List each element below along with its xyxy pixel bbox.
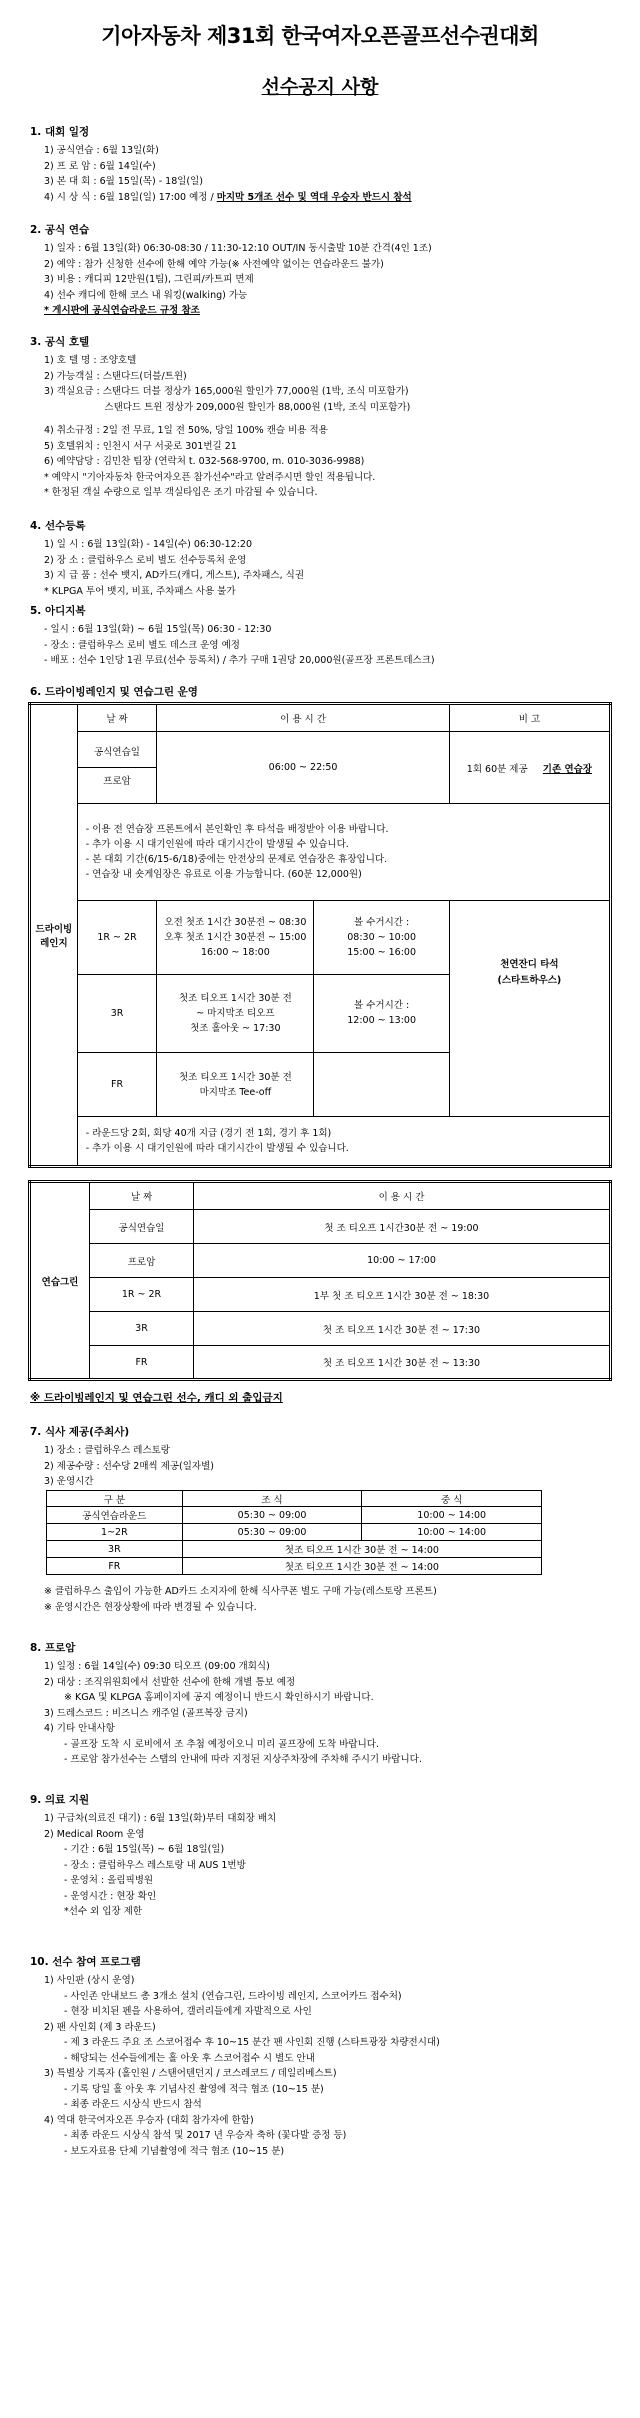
section-title: 8. 프로암	[30, 1642, 76, 1654]
yardage-line: - 배포 : 선수 1인당 1권 무료(선수 등록처) / 추가 구매 1권당 20,000원(골프장 프론트데스크)	[44, 655, 435, 666]
practice-note: * 게시판에 공식연습라운드 규정 참조	[44, 305, 200, 316]
schedule-line: 2) 프 로 암 : 6월 14일(수)	[44, 160, 156, 172]
section-meal	[30, 1424, 620, 1490]
green-day: FR	[90, 1346, 194, 1380]
col-header-time: 이 용 시 간	[194, 1182, 611, 1210]
range-time-fr: 첫조 티오프 1시간 30분 전 마지막조 Tee-off	[157, 1052, 314, 1116]
section-title: 6. 드라이빙레인지 및 연습그린 운영	[30, 686, 198, 698]
range-day-official: 공식연습일 프로암	[77, 732, 157, 803]
program-line: 2) 팬 사인회 (제 3 라운드)	[44, 2021, 156, 2033]
range-side-label: 드라이빙 레인지	[30, 704, 78, 1167]
yardage-line: - 장소 : 클럽하우스 로비 별도 데스크 운영 예정	[44, 639, 240, 651]
hotel-line: 1) 호 텔 명 : 조양호텔	[44, 355, 137, 366]
meal-note: ※ 클럽하우스 출입이 가능한 AD카드 소지자에 한해 식사쿠폰 별도 구매 가능(레스토랑 프론트)	[44, 1586, 437, 1597]
registration-line: 1) 일 시 : 6월 13일(화) - 14일(수) 06:30-12:20	[44, 539, 253, 550]
hotel-line: 2) 가능객실 : 스탠다드(더블/트윈)	[44, 370, 187, 382]
green-time: 첫 조 티오프 1시간30분 전 ~ 19:00	[194, 1210, 611, 1244]
medical-line: 1) 구급차(의료진 대기) : 6월 13일(화)부터 대회장 배치	[44, 1813, 277, 1824]
section-title: 7. 식사 제공(주최사)	[30, 1426, 130, 1438]
section-title: 10. 선수 참여 프로그램	[30, 1956, 141, 1968]
medical-line: *선수 외 입장 제한	[64, 1906, 143, 1917]
program-line: 1) 사인판 (상시 운영)	[44, 1975, 135, 1986]
meal-cell: 첫조 티오프 1시간 30분 전 ~ 14:00	[182, 1558, 541, 1575]
hotel-line: 스탠다드 트윈 정상가 209,000원 할인가 88,000원 (1박, 조식 미포함가)	[44, 401, 411, 413]
range-time-official: 06:00 ~ 22:50	[157, 732, 449, 803]
section-hotel	[30, 334, 620, 501]
hotel-line: 6) 예약담당 : 김민찬 팀장 (연락처 t. 032-568-9700, m. 010-3036-9988)	[44, 456, 365, 467]
green-table	[28, 1180, 612, 1381]
program-line: 3) 특별상 기록자 (홀인원 / 스탠어텐던지 / 코스레코드 / 데일리베스트)	[44, 2068, 337, 2079]
program-line: 4) 역대 한국여자오픈 우승자 (대회 참가자에 한함)	[44, 2114, 254, 2126]
col-header-day: 날 짜	[77, 704, 157, 732]
green-time: 1부 첫 조 티오프 1시간 30분 전 ~ 18:30	[194, 1278, 611, 1312]
green-time: 첫 조 티오프 1시간 30분 전 ~ 13:30	[194, 1346, 611, 1380]
col-header-day: 날 짜	[90, 1182, 194, 1210]
section-programs	[30, 1954, 620, 2159]
page-subtitle: 선수공지 사항	[261, 76, 379, 98]
meal-cell: 첫조 티오프 1시간 30분 전 ~ 14:00	[182, 1541, 541, 1558]
proam-line: - 골프장 도착 시 로비에서 조 추첨 예정이오니 미리 골프장에 도착 바랍니다.	[64, 1738, 379, 1750]
section-registration	[30, 518, 620, 599]
section-yardage	[30, 603, 620, 669]
schedule-line: 1) 공식연습 : 6월 13일(화)	[44, 145, 159, 156]
section-practice	[30, 222, 620, 319]
green-day: 프로암	[90, 1244, 194, 1278]
range-notes: - 이용 전 연습장 프론트에서 본인확인 후 타석을 배정받아 이용 바랍니다. - 추가 이용 시 대기인원에 따라 대기시간이 발생될 수 있습니다. - 본 대회 기간(6/15-6/18)중에는 안전상의 문제로 연습장은 휴장입니다. - 연습장 내 숏게임장은 유료로 이용 가능합니다. (60분 12,000원)	[77, 803, 610, 900]
col-header-note: 비 고	[449, 704, 610, 732]
natural-grass-label: 천연잔디 타석 (스타트하우스)	[449, 901, 610, 1117]
section-title: 9. 의료 지원	[30, 1794, 90, 1806]
range-time-r3: 첫조 티오프 1시간 30분 전 ~ 마지막조 티오프 첫조 홀아웃 ~ 17:30	[157, 974, 314, 1052]
hotel-line: 4) 취소규정 : 2일 전 무료, 1일 전 50%, 당일 100% 캔슬 비용 적용	[44, 425, 328, 436]
range-table	[28, 702, 612, 1168]
meal-cell: 05:30 ~ 09:00	[182, 1524, 362, 1541]
medical-line: - 운영시간 : 현장 확인	[64, 1890, 157, 1902]
green-time: 10:00 ~ 17:00	[194, 1244, 611, 1278]
medical-line: - 운영처 : 올림픽병원	[64, 1875, 154, 1886]
schedule-line: 3) 본 대 회 : 6월 15일(목) - 18일(일)	[44, 176, 203, 187]
meal-notes	[30, 1584, 620, 1615]
section-title: 4. 선수등록	[30, 520, 86, 532]
hotel-line: * 예약시 "기아자동차 한국여자오픈 참가선수"라고 알려주시면 할인 적용됩니다.	[44, 471, 376, 483]
existing-range-label: 기존 연습장	[542, 763, 592, 775]
program-line: - 해당되는 선수들에게는 홀 아웃 후 스코어접수 시 별도 안내	[64, 2052, 315, 2064]
access-warning: ※ 드라이빙레인지 및 연습그린 선수, 캐디 외 출입금지	[30, 1392, 283, 1404]
practice-line: 4) 선수 캐디에 한해 코스 내 워킹(walking) 가능	[44, 289, 248, 301]
range-ball-collect-r1r2: 볼 수거시간 : 08:30 ~ 10:00 15:00 ~ 16:00	[314, 901, 449, 975]
program-line: - 보도자료용 단체 기념촬영에 적극 협조 (10~15 분)	[64, 2145, 285, 2157]
program-line: - 기록 당일 홀 아웃 후 기념사진 촬영에 적극 협조 (10~15 분)	[64, 2083, 324, 2095]
medical-line: 2) Medical Room 운영	[44, 1828, 145, 1840]
meal-cell: 10:00 ~ 14:00	[362, 1507, 542, 1524]
range-day-fr: FR	[77, 1052, 157, 1116]
section-title: 1. 대회 일정	[30, 126, 90, 138]
schedule-line: 4) 시 상 식 : 6월 18일(일) 17:00 예정 / 마지막 5개조 선수 및 역대 우승자 반드시 참석	[44, 191, 412, 203]
range-note-official: 1회 60분 제공 기존 연습장	[449, 732, 610, 803]
proam-line: - 프로암 참가선수는 스탭의 안내에 따라 지정된 지상주차장에 주차해 주시기 바랍니다.	[64, 1754, 422, 1765]
range-notes-2: - 라운드당 2회, 회당 40개 지급 (경기 전 1회, 경기 후 1회) - 추가 이용 시 대기인원에 따라 대기시간이 발생될 수 있습니다.	[77, 1117, 610, 1167]
proam-line: 3) 드레스코드 : 비즈니스 캐주얼 (골프복장 금지)	[44, 1707, 248, 1719]
meal-header: 구 분	[47, 1491, 183, 1507]
section-title: 3. 공식 호텔	[30, 336, 90, 348]
meal-cell: 3R	[47, 1541, 183, 1558]
range-ball-collect-r3: 볼 수거시간 : 12:00 ~ 13:00	[314, 974, 449, 1052]
meal-cell: 1~2R	[47, 1524, 183, 1541]
section-proam	[30, 1640, 620, 1768]
proam-line: ※ KGA 및 KLPGA 홈페이지에 공지 예정이니 반드시 확인하시기 바랍니다.	[64, 1692, 374, 1703]
page-title: 기아자동차 제31회 한국여자오픈골프선수권대회	[101, 24, 539, 48]
meal-cell: 05:30 ~ 09:00	[182, 1507, 362, 1524]
meal-header: 중 식	[362, 1491, 542, 1507]
hotel-line: 5) 호텔위치 : 인천시 서구 서곶로 301번길 21	[44, 440, 237, 452]
registration-line: 2) 장 소 : 클럽하우스 로비 별도 선수등록처 운영	[44, 554, 247, 566]
section-range	[30, 684, 620, 703]
range-day-r3: 3R	[77, 974, 157, 1052]
meal-line: 1) 장소 : 클럽하우스 레스토랑	[44, 1445, 170, 1456]
meal-cell: FR	[47, 1558, 183, 1575]
meal-line: 2) 제공수량 : 선수당 2매씩 제공(일자별)	[44, 1460, 214, 1472]
practice-line: 3) 비용 : 캐디피 12만원(1팀), 그린피/카트피 면제	[44, 274, 254, 285]
green-day: 공식연습일	[90, 1210, 194, 1244]
practice-line: 1) 일자 : 6월 13일(화) 06:30-08:30 / 11:30-12:10 OUT/IN 동시출발 10분 간격(4인 1조)	[44, 243, 432, 254]
meal-header: 조 식	[182, 1491, 362, 1507]
section-medical	[30, 1792, 620, 1920]
green-time: 첫 조 티오프 1시간 30분 전 ~ 17:30	[194, 1312, 611, 1346]
proam-line: 2) 대상 : 조직위원회에서 선발한 선수에 한해 개별 통보 예정	[44, 1676, 296, 1688]
section-title: 2. 공식 연습	[30, 224, 90, 236]
meal-table	[46, 1490, 542, 1575]
registration-line: 3) 지 급 품 : 선수 뱃지, AD카드(캐디, 게스트), 주차패스, 식권	[44, 570, 304, 581]
green-side-label: 연습그린	[30, 1182, 90, 1380]
program-line: - 제 3 라운드 주요 조 스코어접수 후 10~15 분간 팬 사인회 진행 (스타트광장 차량전시대)	[64, 2037, 440, 2048]
meal-cell: 공식연습라운드	[47, 1507, 183, 1524]
medical-line: - 장소 : 클럽하우스 레스토랑 내 AUS 1번방	[64, 1859, 246, 1871]
program-line: - 최종 라운드 시상식 반드시 참석	[64, 2099, 202, 2110]
medical-line: - 기간 : 6월 15일(목) ~ 6월 18일(일)	[64, 1844, 225, 1855]
proam-line: 1) 일정 : 6월 14일(수) 09:30 티오프 (09:00 개회식)	[44, 1661, 270, 1672]
hotel-line: * 한정된 객실 수량으로 일부 객실타입은 조기 마감될 수 있습니다.	[44, 487, 318, 498]
yardage-line: - 일시 : 6월 13일(화) ~ 6월 15일(목) 06:30 - 12:30	[44, 624, 272, 635]
range-day-r1r2: 1R ~ 2R	[77, 901, 157, 975]
col-header-time: 이 용 시 간	[157, 704, 449, 732]
range-time-r1r2: 오전 첫조 1시간 30분전 ~ 08:30 오후 첫조 1시간 30분전 ~ 15:00 16:00 ~ 18:00	[157, 901, 314, 975]
registration-line: * KLPGA 투어 뱃지, 비표, 주차패스 사용 불가	[44, 585, 236, 597]
practice-line: 2) 예약 : 참가 신청한 선수에 한해 예약 가능(※ 사전예약 없이는 연습라운드 불가)	[44, 258, 384, 270]
hotel-line: 3) 객실요금 : 스탠다드 더블 정상가 165,000원 할인가 77,000원 (1박, 조식 미포함가)	[44, 386, 409, 397]
program-line: - 현장 비치된 펜을 사용하여, 갤러리들에게 자발적으로 사인	[64, 2006, 312, 2017]
proam-line: 4) 기타 안내사항	[44, 1723, 115, 1734]
ceremony-notice: 마지막 5개조 선수 및 역대 우승자 반드시 참석	[216, 191, 412, 203]
program-line: - 최종 라운드 시상식 참석 및 2017 년 우승자 축하 (꽃다발 증정 등)	[64, 2130, 347, 2141]
meal-note: ※ 운영시간은 현장상황에 따라 변경될 수 있습니다.	[44, 1601, 257, 1613]
program-line: - 사인존 안내보드 총 3개소 설치 (연습그린, 드라이빙 레인지, 스코어카드 접수처)	[64, 1990, 402, 2002]
section-schedule	[30, 124, 620, 205]
meal-line: 3) 운영시간	[44, 1476, 94, 1487]
meal-cell: 10:00 ~ 14:00	[362, 1524, 542, 1541]
range-ball-collect-fr	[314, 1052, 449, 1116]
green-day: 1R ~ 2R	[90, 1278, 194, 1312]
green-day: 3R	[90, 1312, 194, 1346]
section-title: 5. 아디지복	[30, 605, 86, 617]
